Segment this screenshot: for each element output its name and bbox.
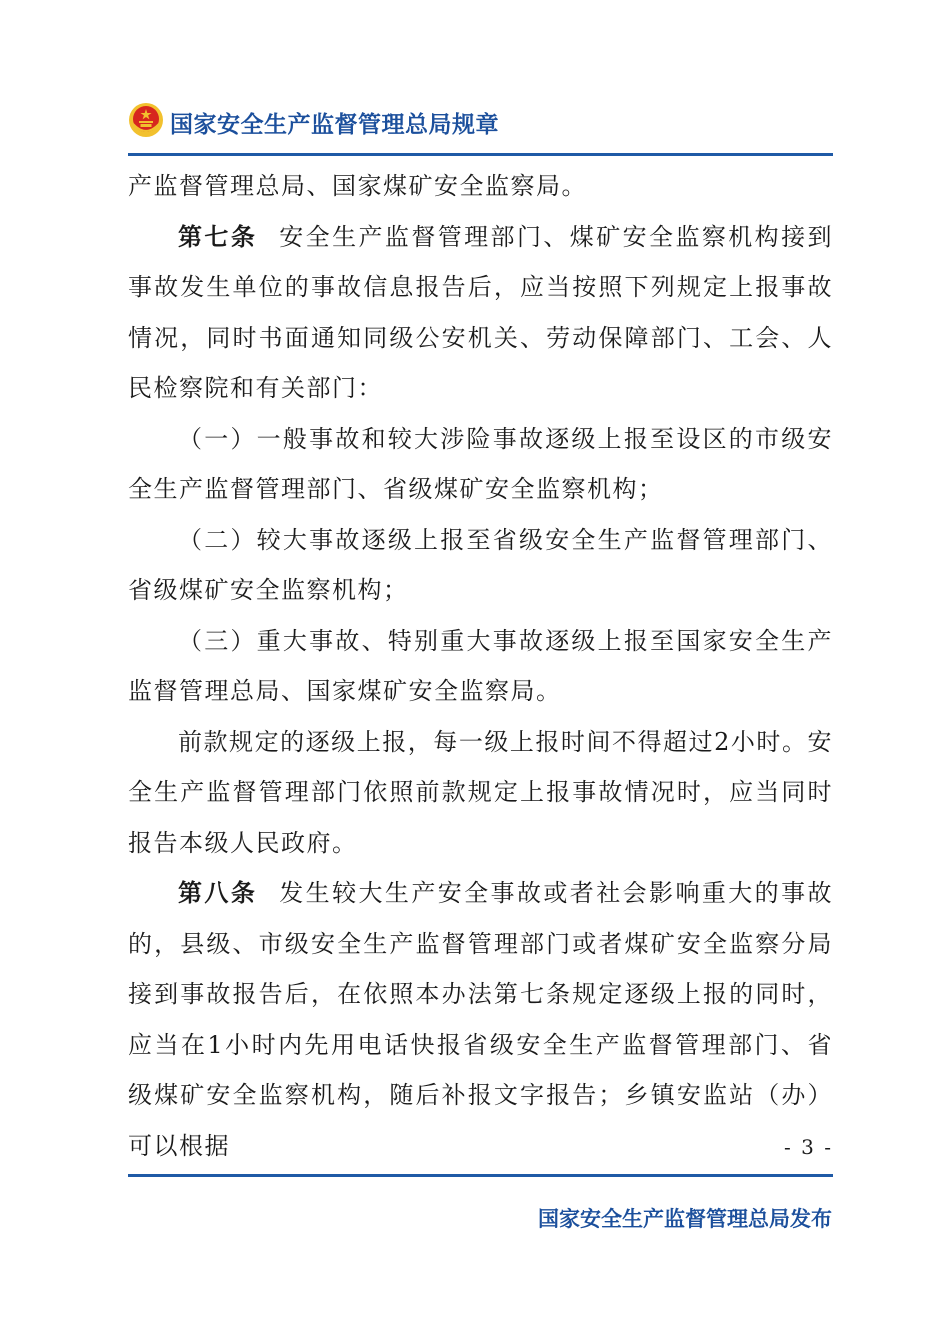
clause-3: （三）重大事故、特别重大事故逐级上报至国家安全生产监督管理总局、国家煤矿安全监察局。 xyxy=(128,626,833,705)
article-8-paragraph xyxy=(128,868,833,1171)
paragraph-continued: 产监督管理总局、国家煤矿安全监察局。 xyxy=(128,172,587,200)
article-8-label: 第八条 xyxy=(178,879,258,907)
footer-publisher: 国家安全生产监督管理总局发布 xyxy=(538,1207,832,1231)
page-header xyxy=(128,100,833,144)
article-7-paragraph xyxy=(128,212,833,414)
national-emblem-icon xyxy=(128,102,164,138)
footer-divider xyxy=(128,1174,833,1177)
clause-1: （一）一般事故和较大涉险事故逐级上报至设区的市级安全生产监督管理部门、省级煤矿安全监察机构； xyxy=(128,424,833,503)
article-7-label: 第七条 xyxy=(178,222,258,251)
clause-2: （二）较大事故逐级上报至省级安全生产监督管理部门、省级煤矿安全监察机构； xyxy=(128,525,833,604)
document-body xyxy=(128,161,833,1171)
time-limit-paragraph: 前款规定的逐级上报，每一级上报时间不得超过2小时。安全生产监督管理部门依照前款规定上报事故情况时，应当同时报告本级人民政府。 xyxy=(128,727,833,857)
article-7-text: 安全生产监督管理部门、煤矿安全监察机构接到事故发生单位的事故信息报告后，应当按照下列规定上报事故情况，同时书面通知同级公安机关、劳动保障部门、工会、人民检察院和有关部门： xyxy=(128,222,834,402)
header-title: 国家安全生产监督管理总局规章 xyxy=(170,112,499,138)
article-8-text: 发生较大生产安全事故或者社会影响重大的事故的，县级、市级安全生产监督管理部门或者煤矿安全监察分局接到事故报告后，在依照本办法第七条规定逐级上报的同时，应当在1小时内先用电话快报省级安全生产监督管理部门、省级煤矿安全监察机构，随后补报文字报告；乡镇安监站（办）可以根据 xyxy=(128,879,834,1160)
header-divider xyxy=(128,153,833,156)
page-number: - 3 - xyxy=(784,1135,833,1159)
